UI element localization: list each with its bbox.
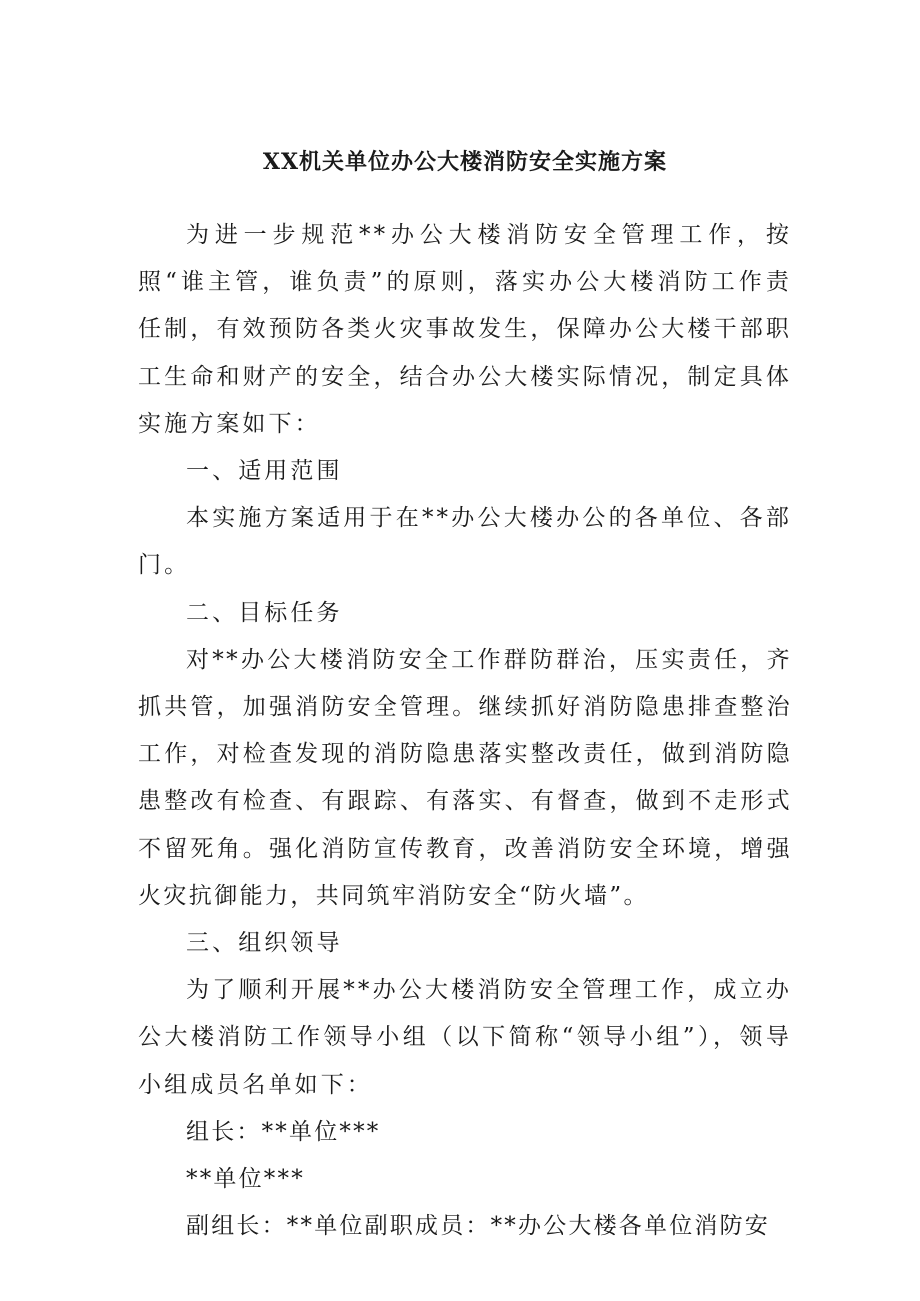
- member-line-leader: 组长：**单位***: [186, 1118, 381, 1145]
- member-line-deputy: 副组长：**单位副职成员：**办公大楼各单位消防安: [186, 1213, 770, 1240]
- section-heading-goals: 二、目标任务: [186, 599, 343, 626]
- section-body-goals: 对**办公大楼消防安全工作群防群治，压实责任，齐抓共管，加强消防安全管理。继续抓好消防隐患排查整治工作，对检查发现的消防隐患落实整改责任，做到消防隐患整改有检查、有跟踪、有落实、有督查，做到不走形式不留死角。强化消防宣传教育，改善消防安全环境，增强火灾抗御能力，共同筑牢消防安全“防火墙”。: [138, 646, 792, 909]
- member-line-unit: **单位***: [186, 1166, 305, 1193]
- intro-paragraph: 为进一步规范**办公大楼消防安全管理工作，按照“谁主管，谁负责”的原则，落实办公大楼消防工作责任制，有效预防各类火灾事故发生，保障办公大楼干部职工生命和财产的安全，结合办公大楼实际情况，制定具体实施方案如下：: [138, 222, 792, 437]
- section-heading-scope: 一、适用范围: [186, 458, 343, 485]
- document-title: XX机关单位办公大楼消防安全实施方案: [262, 149, 668, 175]
- section-body-scope: 本实施方案适用于在**办公大楼办公的各单位、各部门。: [138, 505, 792, 579]
- section-body-leadership: 为了顺利开展**办公大楼消防安全管理工作，成立办公大楼消防工作领导小组（以下简称“领导小组”），领导小组成员名单如下：: [138, 977, 792, 1098]
- section-heading-leadership: 三、组织领导: [186, 930, 343, 957]
